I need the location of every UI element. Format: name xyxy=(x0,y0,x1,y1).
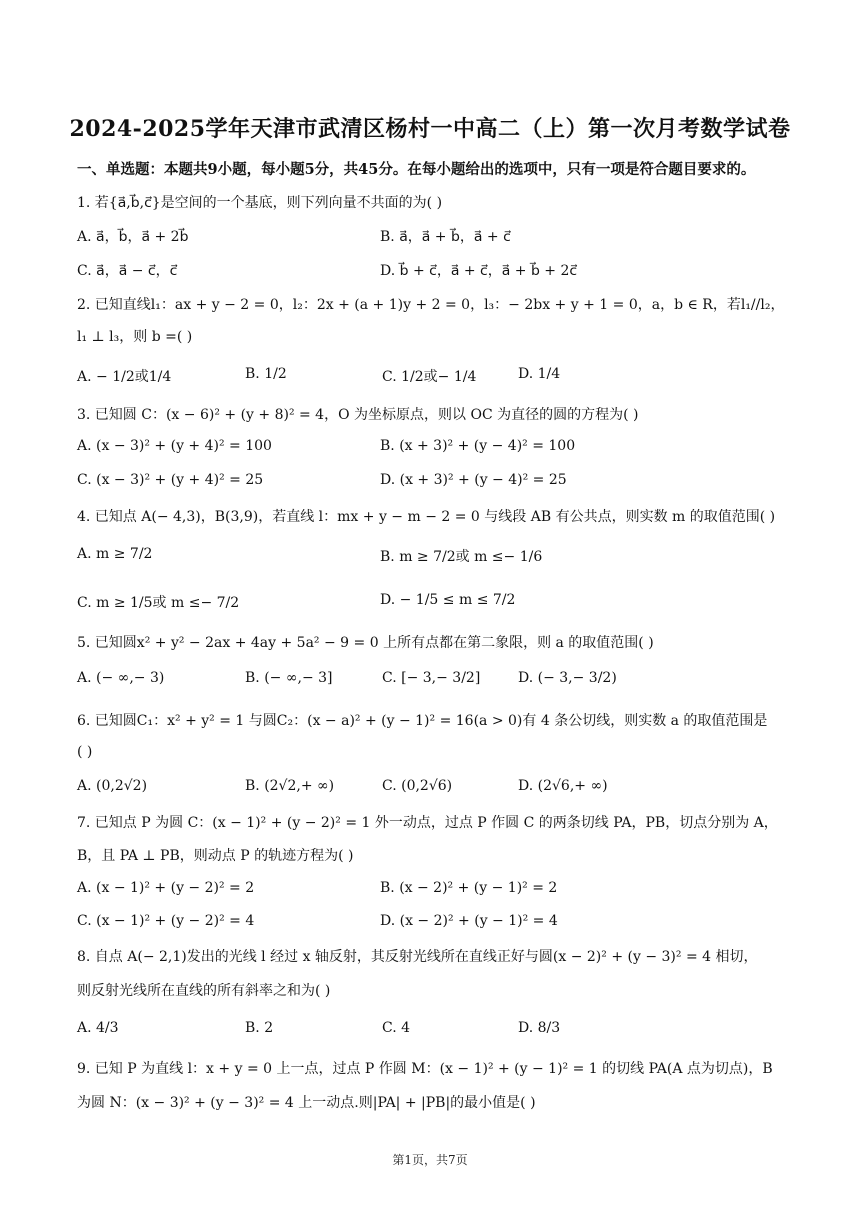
question-6-text: 6. 已知圆C₁：x² + y² = 1 与圆C₂：(x − a)² + (y − 1)² = 16(a > 0)有 4 条公切线，则实数 a 的取值范围是 xyxy=(77,713,768,729)
page-footer: 第1页，共7页 xyxy=(392,1153,468,1167)
q3-option-b: B. (x + 3)² + (y − 4)² = 100 xyxy=(380,438,576,454)
q6-option-b: B. (2√2,+ ∞) xyxy=(245,778,335,794)
q5-option-a: A. (− ∞,− 3) xyxy=(77,670,165,686)
q3-option-a: A. (x − 3)² + (y + 4)² = 100 xyxy=(77,438,272,454)
q2-option-d: D. 1/4 xyxy=(518,366,561,382)
q8-option-a: A. 4/3 xyxy=(77,1020,119,1036)
q4-option-c: C. m ≥ 1/5或 m ≤− 7/2 xyxy=(77,595,240,611)
q7-option-c: C. (x − 1)² + (y − 2)² = 4 xyxy=(77,913,255,929)
question-3-text: 3. 已知圆 C：(x − 6)² + (y + 8)² = 4，O 为坐标原点，则以 OC 为直径的圆的方程为( ) xyxy=(77,407,639,423)
exam-title: 2024-2025学年天津市武清区杨村一中高二（上）第一次月考数学试卷 xyxy=(69,116,791,142)
question-5-text: 5. 已知圆x² + y² − 2ax + 4ay + 5a² − 9 = 0 上所有点都在第二象限，则 a 的取值范围( ) xyxy=(77,635,654,651)
q7-option-b: B. (x − 2)² + (y − 1)² = 2 xyxy=(380,880,558,896)
q1-option-a: A. a⃗，b⃗，a⃗ + 2b⃗ xyxy=(77,229,189,245)
question-8-text-cont: 则反射光线所在直线的所有斜率之和为( ) xyxy=(77,983,331,999)
q8-option-d: D. 8/3 xyxy=(518,1020,561,1036)
q4-option-a: A. m ≥ 7/2 xyxy=(77,546,153,562)
q5-option-b: B. (− ∞,− 3] xyxy=(245,670,333,686)
q4-option-d: D. − 1/5 ≤ m ≤ 7/2 xyxy=(380,592,516,608)
q6-option-c: C. (0,2√6) xyxy=(382,778,453,794)
question-1-text: 1. 若{a⃗,b⃗,c⃗}是空间的一个基底，则下列向量不共面的为( ) xyxy=(77,195,443,211)
q8-option-c: C. 4 xyxy=(382,1020,411,1036)
q6-option-a: A. (0,2√2) xyxy=(77,778,148,794)
q2-option-c: C. 1/2或− 1/4 xyxy=(382,369,477,385)
q2-option-a: A. − 1/2或1/4 xyxy=(77,369,172,385)
question-4-text: 4. 已知点 A(− 4,3)，B(3,9)，若直线 l：mx + y − m − 2 = 0 与线段 AB 有公共点，则实数 m 的取值范围( ) xyxy=(77,509,776,525)
q1-option-b: B. a⃗，a⃗ + b⃗，a⃗ + c⃗ xyxy=(380,229,511,245)
question-7-text: 7. 已知点 P 为圆 C：(x − 1)² + (y − 2)² = 1 外一动点，过点 P 作圆 C 的两条切线 PA，PB，切点分别为 A， xyxy=(77,815,778,831)
q5-option-c: C. [− 3,− 3/2] xyxy=(382,670,481,686)
q1-option-d: D. b⃗ + c⃗，a⃗ + c⃗，a⃗ + b⃗ + 2c⃗ xyxy=(380,263,578,279)
question-7-text-cont: B，且 PA ⊥ PB，则动点 P 的轨迹方程为( ) xyxy=(77,848,354,864)
q8-option-b: B. 2 xyxy=(245,1020,274,1036)
question-6-text-cont: ( ) xyxy=(77,744,93,760)
q7-option-d: D. (x − 2)² + (y − 1)² = 4 xyxy=(380,913,558,929)
question-9-text: 9. 已知 P 为直线 l：x + y = 0 上一点，过点 P 作圆 M：(x − 1)² + (y − 1)² = 1 的切线 PA(A 点为切点)，B xyxy=(77,1061,773,1077)
question-8-text: 8. 自点 A(− 2,1)发出的光线 l 经过 x 轴反射，其反射光线所在直线正好与圆(x − 2)² + (y − 3)² = 4 相切， xyxy=(77,949,758,965)
question-2-text: 2. 已知直线l₁：ax + y − 2 = 0，l₂：2x + (a + 1)y + 2 = 0，l₃：− 2bx + y + 1 = 0，a，b ∈ R，若l₁//l₂， xyxy=(77,297,785,313)
question-2-text-cont: l₁ ⊥ l₃，则 b =( ) xyxy=(77,329,193,345)
q2-option-b: B. 1/2 xyxy=(245,366,287,382)
q5-option-d: D. (− 3,− 3/2) xyxy=(518,670,617,686)
q3-option-c: C. (x − 3)² + (y + 4)² = 25 xyxy=(77,472,264,488)
q4-option-b: B. m ≥ 7/2或 m ≤− 1/6 xyxy=(380,549,543,565)
q7-option-a: A. (x − 1)² + (y − 2)² = 2 xyxy=(77,880,255,896)
q3-option-d: D. (x + 3)² + (y − 4)² = 25 xyxy=(380,472,567,488)
q6-option-d: D. (2√6,+ ∞) xyxy=(518,778,608,794)
q1-option-c: C. a⃗，a⃗ − c⃗，c⃗ xyxy=(77,263,178,279)
question-9-text-cont: 为圆 N：(x − 3)² + (y − 3)² = 4 上一动点.则|PA| + |PB|的最小值是( ) xyxy=(77,1095,536,1111)
section-heading: 一、单选题：本题共9小题，每小题5分，共45分。在每小题给出的选项中，只有一项是符合题目要求的。 xyxy=(77,161,756,178)
